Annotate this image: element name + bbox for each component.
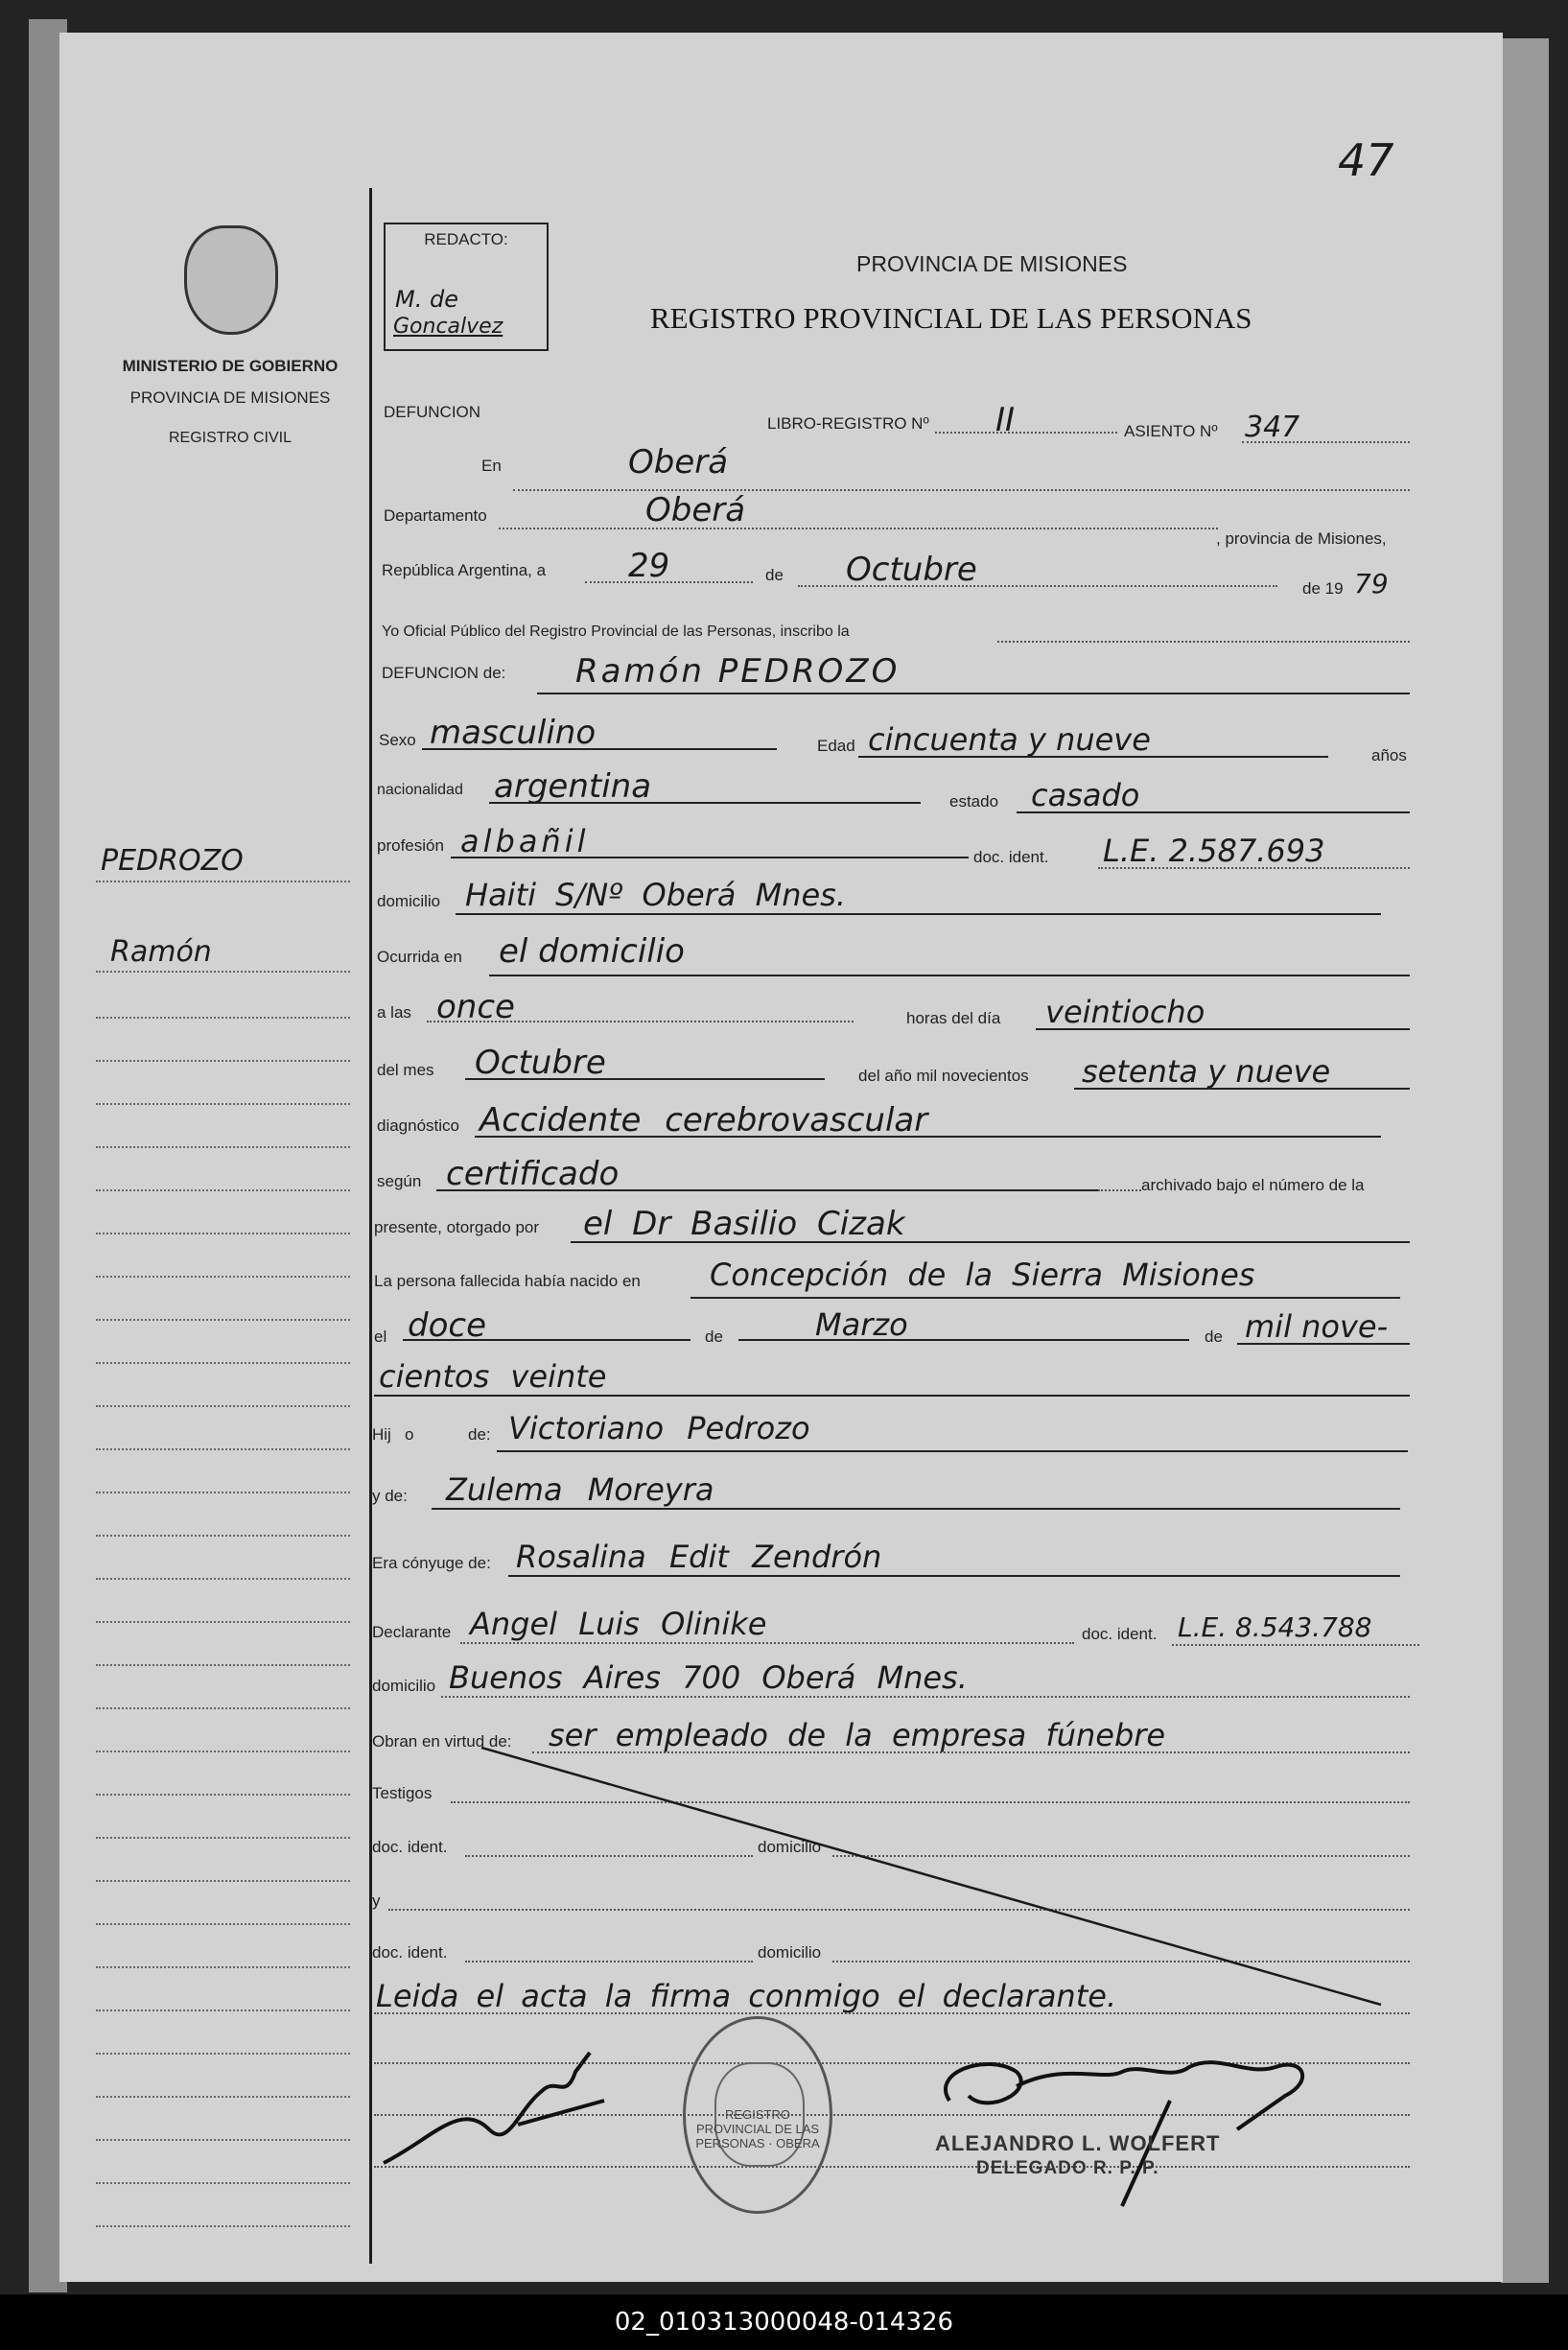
asiento-value: 347 (1245, 411, 1300, 444)
mes2-value: Marzo (815, 1306, 908, 1343)
nacionalidad-label: nacionalidad (377, 782, 463, 798)
horas-label: horas del día (906, 1009, 1001, 1027)
header-registry: REGISTRO PROVINCIAL DE LAS PERSONAS (650, 301, 1252, 335)
yde-value: Zulema Moreyra (446, 1471, 714, 1508)
defuncion-label: DEFUNCION de: (382, 664, 506, 682)
ano2-value: mil nove- (1245, 1308, 1389, 1345)
libro-value: II (995, 401, 1016, 439)
yde-label: y de: (372, 1487, 408, 1505)
segun-value: certificado (446, 1155, 620, 1193)
declarant-signature (374, 2033, 633, 2177)
domicilio4-label: domicilio (758, 1943, 822, 1962)
redacto-value-2: Goncalvez (393, 315, 503, 339)
coat-of-arms-seal (184, 225, 278, 335)
profesion-label: profesión (377, 836, 444, 855)
docident3-label: doc. ident. (372, 1838, 448, 1856)
ocurrida-value: el domicilio (499, 932, 685, 971)
archivado-label: archivado bajo el número de la (1141, 1176, 1365, 1194)
de3-label: de (1205, 1328, 1223, 1346)
domicilio-value: Haiti S/Nº Oberá Mnes. (465, 877, 846, 913)
y-label: y (372, 1892, 381, 1910)
docident4-label: doc. ident. (372, 1943, 448, 1962)
margin-surname: PEDROZO (101, 844, 244, 878)
nacido-value: Concepción de la Sierra Misiones (710, 1257, 1255, 1293)
domicilio2-label: domicilio (372, 1677, 436, 1695)
leida-value: Leida el acta la firma conmigo el declarante. (376, 1978, 1117, 2014)
declarante-label: Declarante (372, 1623, 452, 1641)
margin-given-name: Ramón (110, 935, 212, 969)
testigos-label: Testigos (372, 1784, 433, 1802)
delano-label: del año mil novecientos (858, 1067, 1029, 1085)
provincia-suffix: , provincia de Misiones, (1216, 529, 1387, 548)
el-label: el (374, 1328, 387, 1346)
docident-label: doc. ident. (973, 848, 1049, 866)
de2-label: de (705, 1328, 723, 1346)
diagnostico-label: diagnóstico (377, 1116, 460, 1135)
docident2-value: L.E. 8.543.788 (1178, 1611, 1372, 1643)
republica-label: República Argentina, a (382, 561, 547, 579)
departamento-value: Oberá (645, 491, 746, 529)
hijo-de-label: de: (468, 1425, 491, 1444)
hijo-label: Hij (372, 1425, 391, 1444)
delmes-label: del mes (377, 1061, 434, 1079)
conyuge-label: Era cónyuge de: (372, 1554, 491, 1572)
presente-value: el Dr Basilio Cizak (583, 1205, 905, 1243)
official-stamp-name: ALEJANDRO L. WOLFERT (935, 2131, 1221, 2155)
docident-value: L.E. 2.587.693 (1103, 833, 1325, 869)
nacionalidad-value: argentina (494, 767, 652, 806)
domicilio2-value: Buenos Aires 700 Oberá Mnes. (449, 1659, 968, 1696)
scan-id-footer: 02_010313000048-014326 (0, 2294, 1568, 2350)
diagnostico-value: Accidente cerebrovascular (480, 1101, 928, 1140)
en-label: En (481, 457, 502, 475)
obran-value: ser empleado de la empresa fúnebre (549, 1717, 1166, 1753)
strike-diagonal-line (480, 1746, 1400, 2014)
delmes-value: Octubre (475, 1044, 606, 1082)
declarante-value: Angel Luis Olinike (470, 1606, 767, 1642)
estado-value: casado (1031, 777, 1140, 813)
month-value: Octubre (846, 551, 977, 589)
year-prefix: de 19 (1302, 579, 1344, 598)
profesion-value: albañil (460, 823, 590, 859)
redacto-value-1: M. de (395, 286, 458, 313)
oficial-text: Yo Oficial Público del Registro Provincial de las Personas, inscribo la (382, 623, 850, 640)
redacto-box (384, 223, 549, 351)
alas-label: a las (377, 1003, 411, 1022)
official-stamp-title: DELEGADO R. P. P. (976, 2158, 1159, 2178)
sexo-label: Sexo (379, 731, 416, 749)
sexo-value: masculino (430, 714, 597, 752)
domicilio-label: domicilio (377, 892, 441, 910)
official-signature (930, 2043, 1343, 2216)
alas-value: once (436, 988, 515, 1026)
day-value: 29 (628, 547, 670, 585)
edad-label: Edad (817, 737, 855, 755)
segun-label: según (377, 1172, 422, 1190)
year-suffix: 79 (1354, 568, 1389, 599)
nacido-label: La persona fallecida había nacido en (374, 1272, 641, 1290)
registry-label: REGISTRO CIVIL (168, 430, 293, 446)
page-number: 47 (1338, 134, 1394, 186)
anos-label: años (1371, 746, 1407, 764)
en-value: Oberá (628, 443, 729, 482)
header-province: PROVINCIA DE MISIONES (856, 251, 1128, 276)
de-label: de (765, 566, 784, 584)
docident2-label: doc. ident. (1082, 1625, 1158, 1643)
ministry-label: MINISTERIO DE GOBIERNO (122, 357, 339, 375)
estado-label: estado (949, 792, 999, 811)
departamento-label: Departamento (384, 506, 487, 525)
doc-type-label: DEFUNCION (384, 403, 481, 421)
ocurrida-label: Ocurrida en (377, 948, 462, 966)
domicilio3-label: domicilio (758, 1838, 822, 1856)
edad-value: cincuenta y nueve (868, 721, 1151, 758)
province-label: PROVINCIA DE MISIONES (129, 388, 331, 407)
libro-label: LIBRO-REGISTRO Nº (767, 414, 929, 433)
conyuge-value: Rosalina Edit Zendrón (516, 1539, 882, 1575)
el-value: doce (408, 1306, 486, 1345)
hijo-value: Victoriano Pedrozo (508, 1410, 810, 1446)
official-seal-text: REGISTRO PROVINCIAL DE LAS PERSONAS · OBERA (695, 2107, 820, 2150)
dia-value: veintiocho (1045, 994, 1205, 1030)
defuncion-value: Ramón PEDROZO (575, 652, 901, 691)
book-edge-right (1501, 38, 1549, 2283)
ano-value: setenta y nueve (1082, 1053, 1331, 1090)
presente-label: presente, otorgado por (374, 1218, 540, 1236)
asiento-label: ASIENTO Nº (1124, 422, 1218, 440)
obran-label: Obran en virtud de: (372, 1732, 512, 1751)
redacto-label: REDACTO: (424, 230, 508, 248)
ano2-continuation: cientos veinte (379, 1358, 607, 1395)
hijo-suffix: o (405, 1425, 414, 1444)
official-round-seal (683, 2016, 832, 2214)
